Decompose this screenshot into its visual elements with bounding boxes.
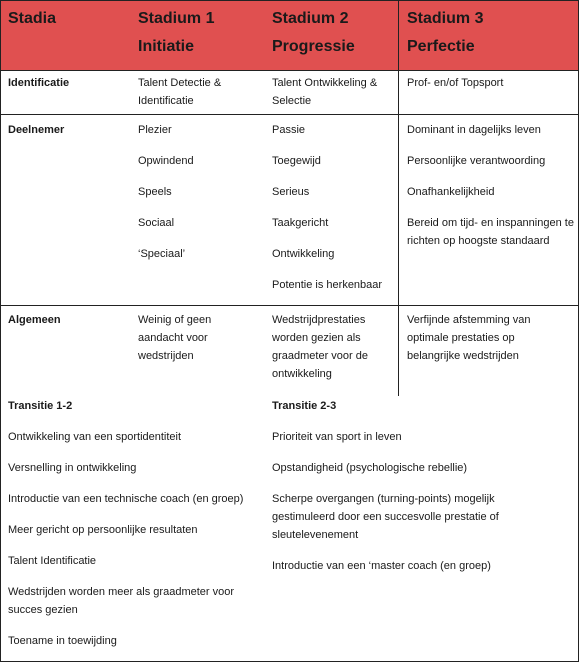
header-divider	[398, 1, 399, 70]
deelnemer-stadium-3	[407, 121, 575, 263]
list-item: Persoonlijke verantwoording	[407, 155, 546, 167]
list-item: Versnelling in ontwikkeling	[8, 462, 137, 474]
list-item: Talent Identificatie	[8, 555, 97, 567]
row-divider	[1, 114, 578, 115]
list-item: Speels	[138, 186, 172, 198]
row-label-identificatie: Identificatie	[8, 77, 70, 89]
list-item: Onafhankelijkheid	[407, 186, 495, 198]
list-item: Taakgericht	[272, 217, 329, 229]
deelnemer-stadium-1	[138, 121, 194, 276]
list-item: Ontwikkeling van een sportidentiteit	[8, 431, 182, 443]
list-item: Opstandigheid (psychologische rebellie)	[272, 462, 468, 474]
deelnemer-stadium-2	[272, 121, 382, 307]
list-item: Dominant in dagelijks leven	[407, 124, 541, 136]
list-item: Bereid om tijd- en inspanningen te richten op hoogste standaard	[407, 217, 574, 247]
list-item: Potentie is herkenbaar	[272, 279, 383, 291]
list-item: Sociaal	[138, 217, 175, 229]
algemeen-stadium-1: Weinig of geen aandacht voor wedstrijden	[138, 314, 212, 362]
header-stadium-2: Stadium 2 Progressie	[272, 10, 355, 55]
identificatie-stadium-2: Talent Ontwikkeling & Selectie	[272, 77, 378, 107]
header-stadia: Stadia	[8, 10, 57, 27]
algemeen-stadium-2: Wedstrijdprestaties worden gezien als graadmeter voor de ontwikkeling	[272, 314, 368, 380]
list-item: Toegewijd	[272, 155, 321, 167]
list-item: Serieus	[272, 186, 310, 198]
list-item: Introductie van een ‘master coach (en groep)	[272, 560, 491, 572]
identificatie-stadium-3: Prof- en/of Topsport	[407, 77, 504, 89]
transitie-2-3-list	[272, 428, 542, 588]
algemeen-stadium-3: Verfijnde afstemming van optimale prestaties op belangrijke wedstrijden	[407, 314, 531, 362]
row-label-deelnemer: Deelnemer	[8, 124, 65, 136]
transitie-1-2-list	[8, 428, 263, 663]
column-divider	[398, 70, 399, 396]
list-item: Meer gericht op persoonlijke resultaten	[8, 524, 198, 536]
list-item: Toename in toewijding	[8, 635, 117, 647]
identificatie-stadium-1: Talent Detectie & Identificatie	[138, 77, 222, 107]
list-item: ‘Speciaal’	[138, 248, 186, 260]
header-stadium-1: Stadium 1 Initiatie	[138, 10, 215, 55]
list-item: Wedstrijden worden meer als graadmeter voor succes gezien	[8, 586, 235, 616]
list-item: Ontwikkeling	[272, 248, 335, 260]
transitie-2-3-title: Transitie 2-3	[272, 400, 337, 412]
list-item: Scherpe overgangen (turning-points) mogelijk gestimuleerd door een succesvolle prestatie of sleutelevenement	[272, 493, 499, 541]
transitie-1-2-title: Transitie 1-2	[8, 400, 73, 412]
list-item: Passie	[272, 124, 306, 136]
list-item: Introductie van een technische coach (en groep)	[8, 493, 244, 505]
list-item: Prioriteit van sport in leven	[272, 431, 402, 443]
list-item: Opwindend	[138, 155, 194, 167]
list-item: Plezier	[138, 124, 172, 136]
row-label-algemeen: Algemeen	[8, 314, 61, 326]
header-stadium-3: Stadium 3 Perfectie	[407, 10, 484, 55]
